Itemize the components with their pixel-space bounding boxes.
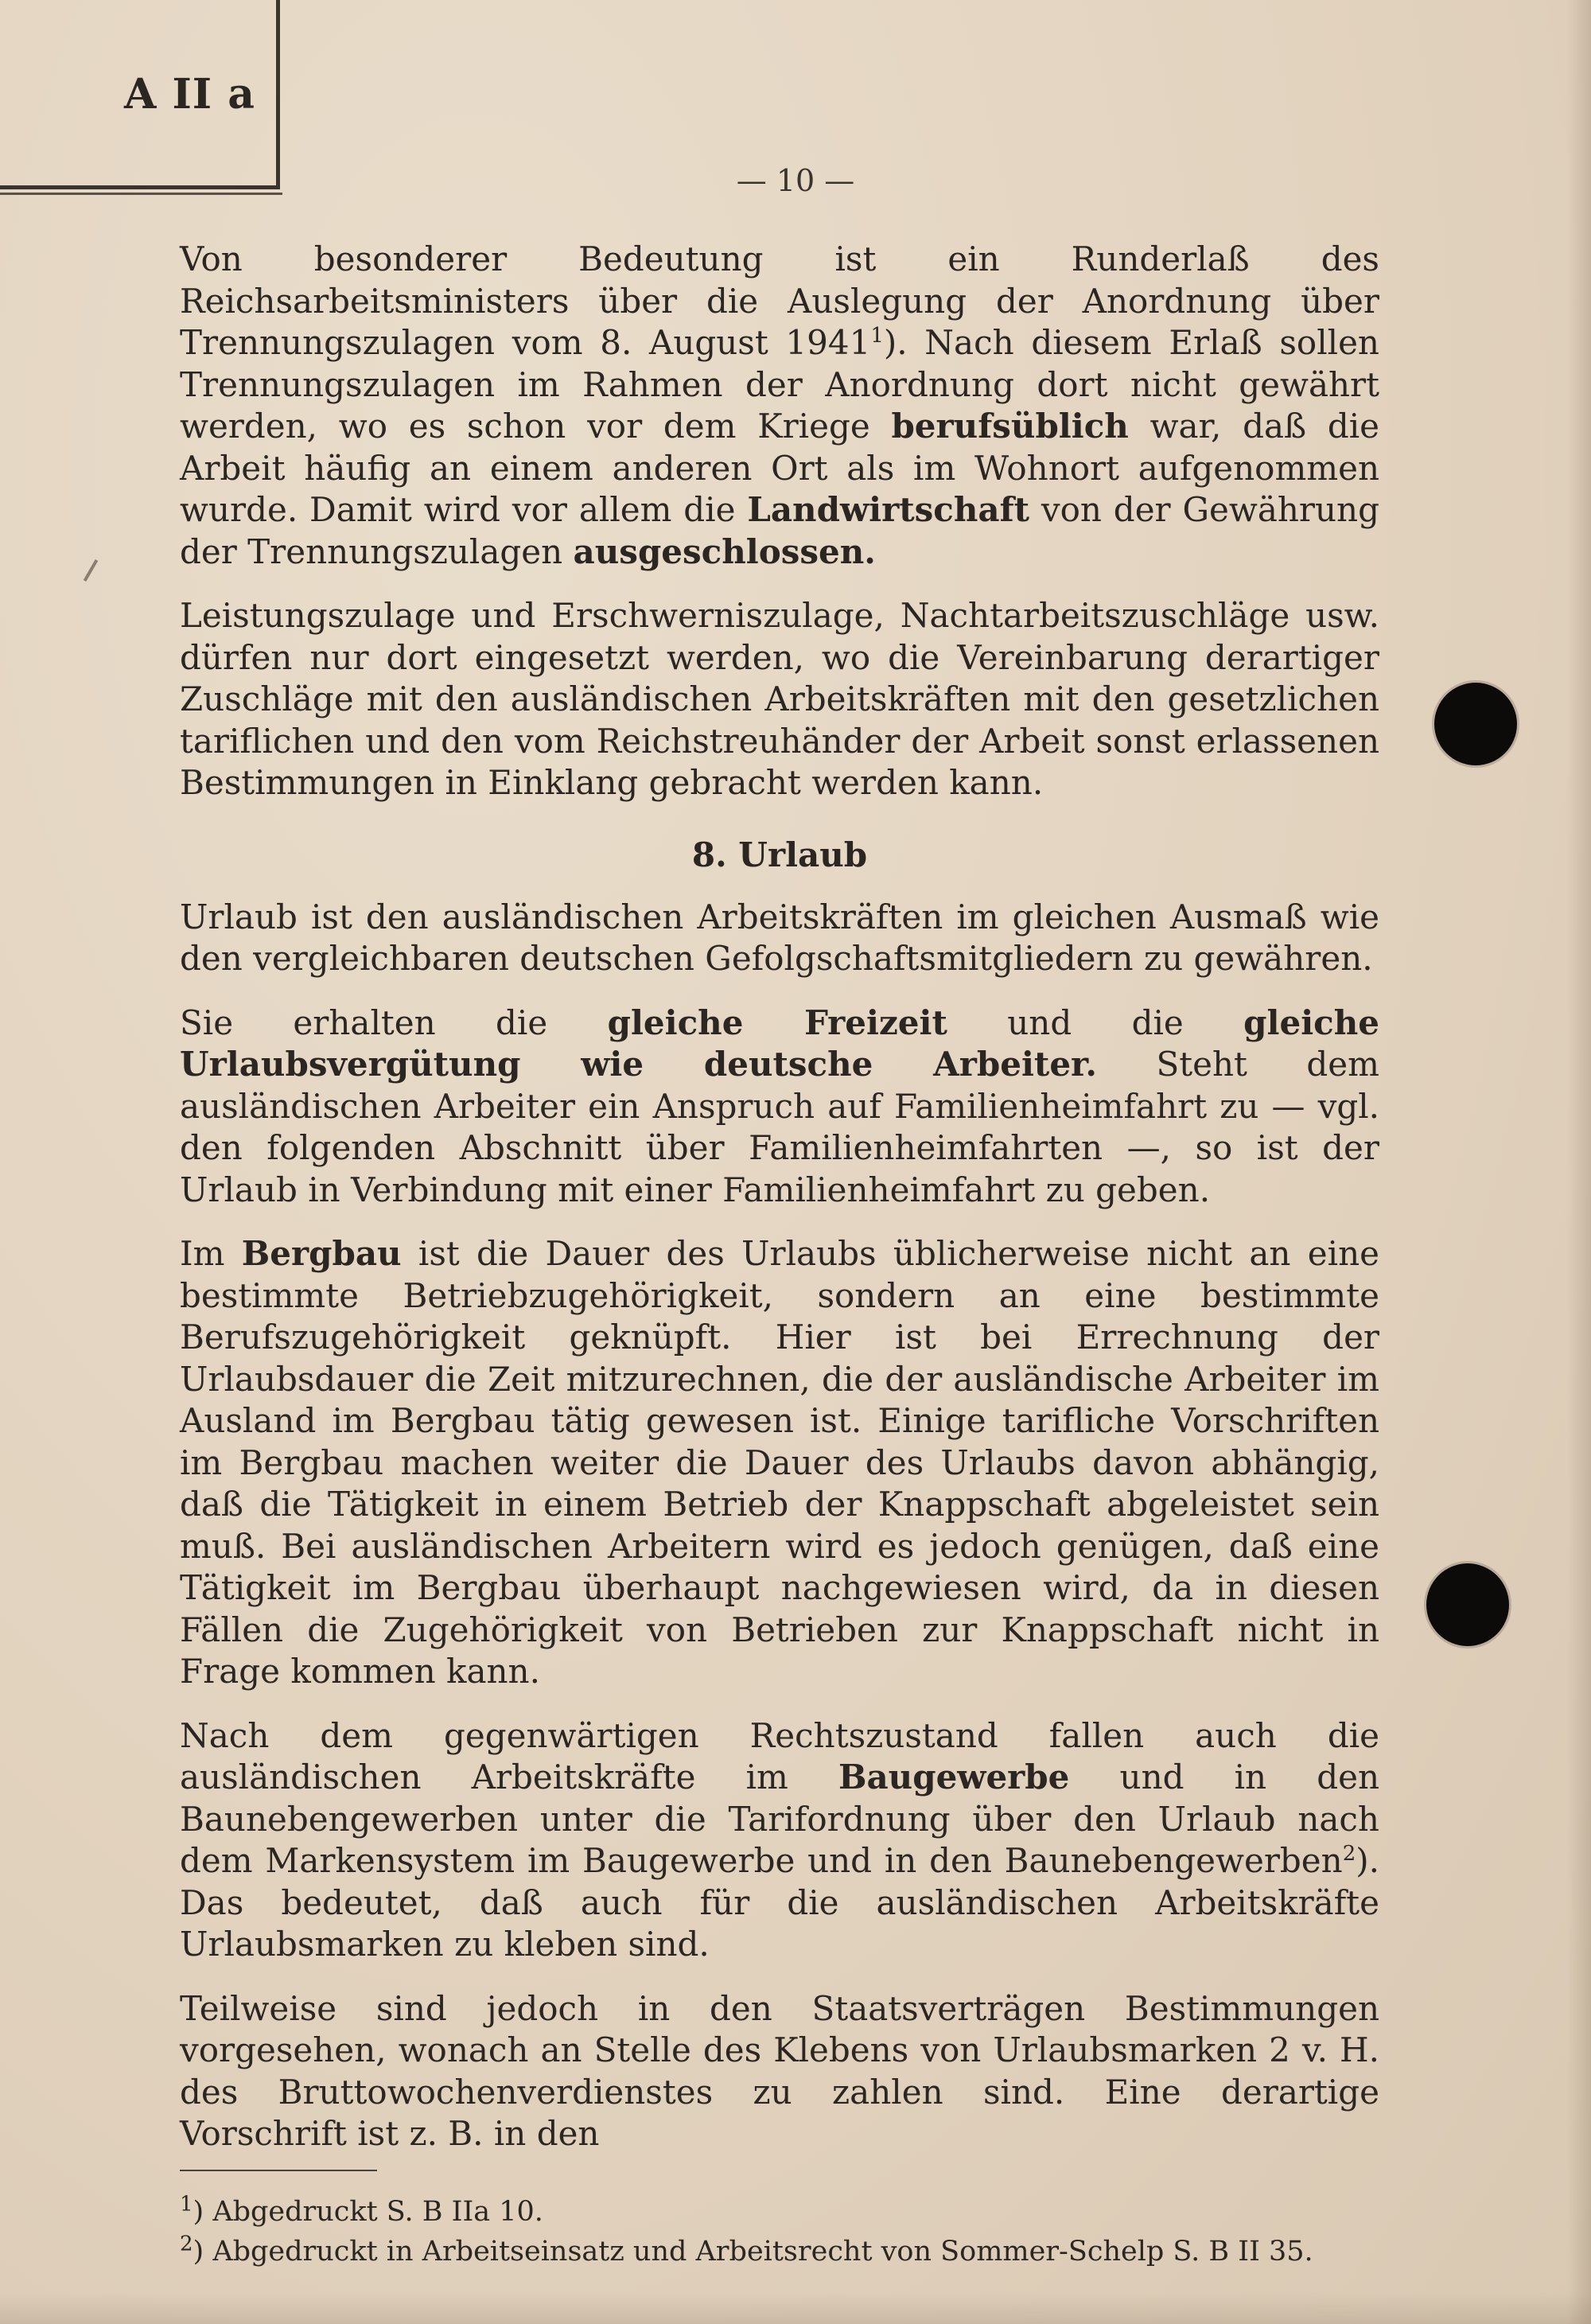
bold-term: Bergbau bbox=[241, 1234, 402, 1273]
text: von der Gewährung der Trennungszulagen bbox=[180, 490, 1379, 571]
bold-term: gleiche Freizeit bbox=[607, 1002, 947, 1042]
document-body bbox=[180, 239, 1379, 2271]
footnote-mark: 2 bbox=[180, 2231, 193, 2256]
page-edge-shadow-right bbox=[1567, 0, 1591, 2324]
footnote-text: ) Abgedruckt S. B IIa 10. bbox=[193, 2195, 543, 2228]
text: ). Nach diesem Erlaß sollen Trennungszulagen im Rahmen der Anordnung dort nicht gewährt werden, wo es schon vor dem Kriege bbox=[180, 323, 1379, 446]
paragraph-zulagen: Leistungszulage und Erschwerniszulage, Nachtarbeitszuschläge usw. dürfen nur dort eingesetzt werden, wo die Vereinbarung derartiger Zuschläge mit den ausländischen Arbeitskräften mit den gesetzlichen tariflichen und den vom Reichstreuhänder der Arbeit sonst erlassenen Bestimmungen in Einklang gebracht werden kann. bbox=[180, 596, 1379, 802]
section-label: A II a bbox=[124, 70, 255, 119]
punch-hole-top bbox=[1434, 683, 1517, 765]
footnote-ref: 2 bbox=[1342, 1842, 1356, 1866]
paragraph-bergbau bbox=[180, 1233, 1379, 1693]
bold-term: gleiche Urlaubsvergütung wie deutsche Arbeiter. bbox=[180, 1002, 1380, 1084]
section-box bbox=[0, 0, 280, 189]
bold-term: Baugewerbe bbox=[838, 1758, 1070, 1797]
page-edge-shadow-bottom bbox=[0, 2292, 1591, 2324]
footnote-1 bbox=[180, 2192, 1379, 2232]
text: und die bbox=[947, 1002, 1244, 1042]
text: Steht dem ausländischen Arbeiter ein Anspruch auf Familienheimfahrt zu — vgl. den folgenden Abschnitt über Familienheimfahrten —, so ist der Urlaub in Verbindung mit einer Familienheimfahrt zu geben. bbox=[180, 1045, 1379, 1209]
paragraph-runderlass bbox=[180, 239, 1379, 573]
footnote-2 bbox=[180, 2232, 1379, 2271]
text: war, daß die Arbeit häufig an einem anderen Ort als im Wohnort aufgenommen wurde. Damit wird vor allem die bbox=[180, 407, 1379, 529]
paragraph-urlaub-ausmass: Urlaub ist den ausländischen Arbeitskräften im gleichen Ausmaß wie den vergleichbaren deutschen Gefolgschaftsmitgliedern zu gewähren. bbox=[180, 897, 1379, 978]
page-number: — 10 — bbox=[736, 163, 855, 198]
bold-term: Landwirtschaft bbox=[747, 490, 1030, 529]
pencil-mark bbox=[84, 559, 98, 582]
footnote-divider bbox=[180, 2170, 377, 2171]
text: Nach dem gegenwärtigen Rechtszustand fallen auch die ausländischen Arbeitskräfte im bbox=[180, 1715, 1379, 1797]
text: Im bbox=[180, 1234, 242, 1273]
punch-hole-bottom bbox=[1426, 1563, 1509, 1646]
paragraph-baugewerbe bbox=[180, 1715, 1379, 1966]
text: Von besonderer Bedeutung ist ein Runderlaß des Reichsarbeitsministers über die Auslegung der Anordnung über Trennungszulagen vom 8. August 1941 bbox=[180, 239, 1379, 362]
section-heading-urlaub: 8. Urlaub bbox=[691, 835, 868, 874]
footnote-ref: 1 bbox=[870, 324, 884, 348]
paragraph-staatsvertraege: Teilweise sind jedoch in den Staatsverträgen Bestimmungen vorgesehen, wonach an Stelle des Klebens von Urlaubsmarken 2 v. H. des Bruttowochenverdienstes zu zahlen sind. Eine derartige Vorschrift ist z. B. in den bbox=[180, 1988, 1379, 2153]
text: und in den Baunebengewerben unter die Tarifordnung über den Urlaub nach dem Markensystem im Baugewerbe und in den Baunebengewerben bbox=[180, 1758, 1379, 1880]
footnote-mark: 1 bbox=[180, 2191, 193, 2216]
paragraph-freizeit bbox=[180, 1002, 1379, 1212]
text: Sie erhalten die bbox=[180, 1002, 608, 1042]
footnote-text: ) Abgedruckt in Arbeitseinsatz und Arbeitsrecht von Sommer-Schelp S. B II 35. bbox=[193, 2235, 1313, 2268]
text: ist die Dauer des Urlaubs üblicherweise nicht an eine bestimmte Betriebzugehörigkeit, sondern an eine bestimmte Berufszugehörigkeit geknüpft. Hier ist bei Errechnung der Urlaubsdauer die Zeit mitzurechnen, die der ausländische Arbeiter im Ausland im Bergbau tätig gewesen ist. Einige tarifliche Vorschriften im Bergbau machen weiter die Dauer des Urlaubs davon abhängig, daß die Tätigkeit in einem Betrieb der Knappschaft abgeleistet sein muß. Bei ausländischen Arbeitern wird es jedoch genügen, daß eine Tätigkeit im Bergbau überhaupt nachgewiesen wird, da in diesen Fällen die Zugehörigkeit von Betrieben zur Knappschaft nicht in Frage kommen kann. bbox=[180, 1234, 1379, 1691]
bold-term: ausgeschlossen. bbox=[573, 531, 876, 571]
text: ). Das bedeutet, daß auch für die ausländischen Arbeitskräfte Urlaubsmarken zu kleben sind. bbox=[180, 1841, 1379, 1964]
bold-term: berufsüblich bbox=[891, 407, 1129, 446]
